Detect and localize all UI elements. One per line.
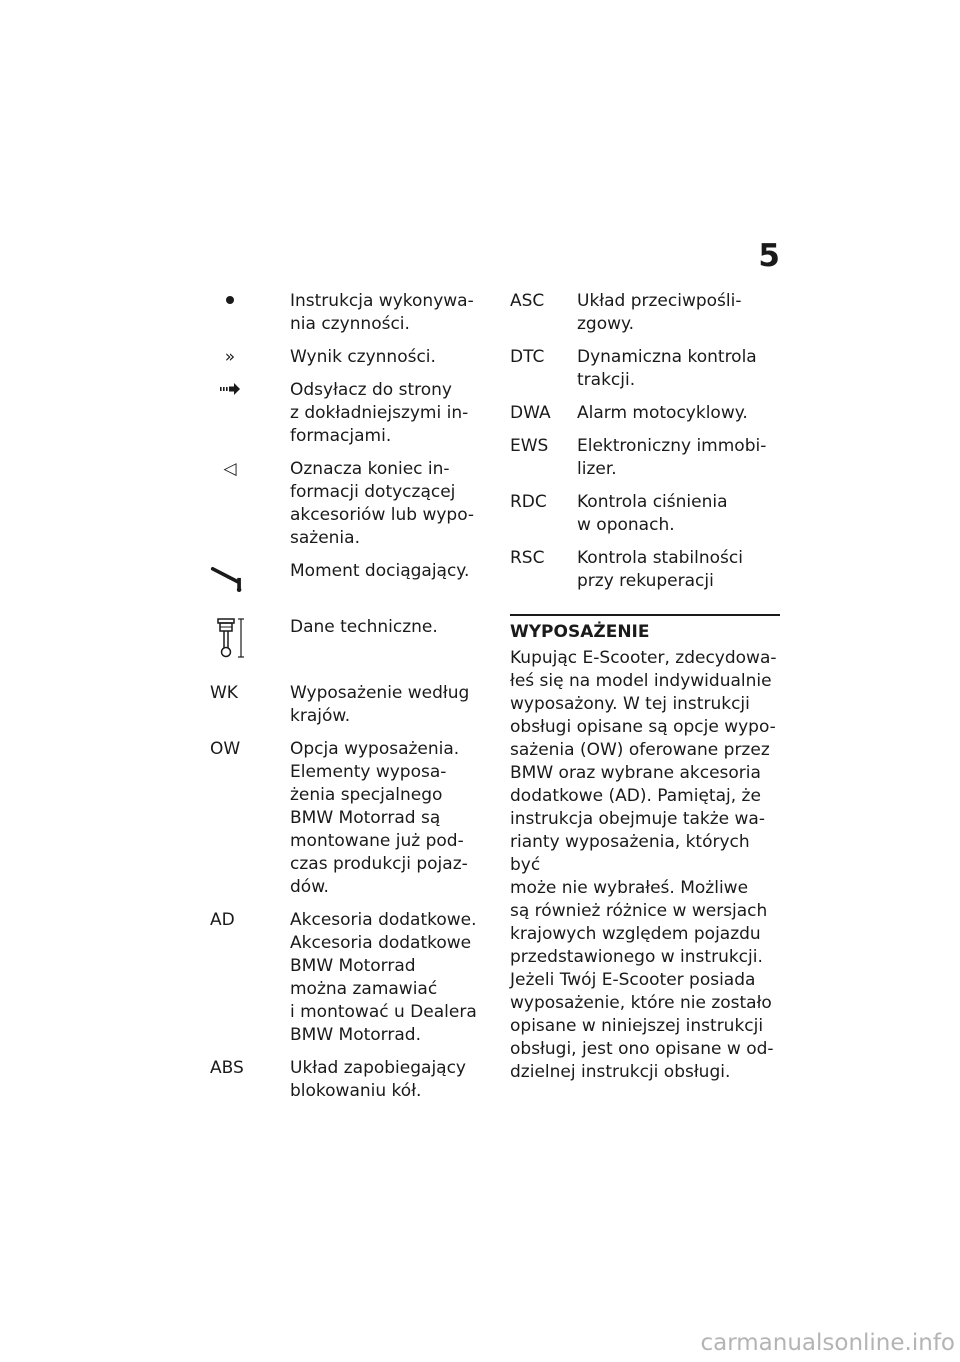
technical-data-icon (212, 616, 248, 660)
bullet-icon (224, 290, 236, 310)
legend-row-ad (210, 909, 480, 1047)
legend-key: ◁ (223, 459, 237, 479)
legend-desc: Elektroniczny immobi- lizer. (577, 436, 767, 479)
legend-row-ews (510, 435, 780, 481)
legend-desc: Oznacza koniec in- formacji dotyczącej akcesoriów lub wypo- sażenia. (290, 459, 475, 548)
legend-desc: Dane techniczne. (290, 617, 438, 637)
legend-row-rsc (510, 547, 780, 593)
legend-key: AD (210, 910, 235, 930)
legend-row-dtc (510, 346, 780, 392)
legend-row-reference (210, 379, 480, 448)
legend-desc: Odsyłacz do strony z dokładniejszymi in- formacjami. (290, 380, 469, 446)
legend-desc: Układ przeciwpośli- zgowy. (577, 291, 742, 334)
section-title: WYPOSAŻENIE (510, 622, 650, 642)
legend-key: ABS (210, 1058, 244, 1078)
section-divider (510, 614, 780, 616)
legend-row-abs (210, 1057, 480, 1103)
legend-desc: Moment dociągający. (290, 561, 470, 581)
legend-row-bullet (210, 290, 480, 336)
watermark: carmanualsonline.info (700, 1330, 955, 1356)
legend-key: EWS (510, 436, 549, 456)
legend-key: » (224, 347, 236, 367)
legend-key: OW (210, 739, 241, 759)
legend-right-column (510, 290, 780, 1084)
legend-key: DWA (510, 403, 551, 423)
legend-row-ow (210, 738, 480, 899)
legend-desc: Opcja wyposażenia. Elementy wyposa- żenia specjalnego BMW Motorrad są montowane już pod- czas produkcji pojaz- dów. (290, 739, 468, 897)
section-body: Kupując E-Scooter, zdecydowa- łeś się na model indywidualnie wyposażony. W tej instrukcji obsługi opisane są opcje wypo- sażenia (OW) oferowane przez BMW oraz wybrane akcesoria dodatkowe (AD). Pamiętaj, że instrukcja obejmuje także wa- rianty wyposażenia, których być może nie wybrałeś. Możliwe są również różnice w wersjach krajowych względem pojazdu przedstawionego w instrukcji. Jeżeli Twój E-Scooter posiada wyposażenie, które nie zostało opisane w niniejszej instrukcji obsługi, jest ono opisane w od- dzielnej instrukcji obsługi. (510, 648, 777, 1082)
legend-row-dwa (510, 402, 780, 425)
legend-desc: Instrukcja wykonywa- nia czynności. (290, 291, 474, 334)
arrow-right-icon (219, 379, 241, 399)
legend-row-torque (210, 560, 480, 594)
legend-row-rdc (510, 491, 780, 537)
legend-desc: Kontrola stabilności przy rekuperacji (577, 548, 743, 591)
legend-row-technical-data (210, 616, 480, 660)
legend-key: RSC (510, 548, 545, 568)
page-number: 5 (758, 238, 780, 274)
legend-row-result (210, 346, 480, 369)
legend-desc: Akcesoria dodatkowe. Akcesoria dodatkowe BMW Motorrad można zamawiać i montować u Dealera BMW Motorrad. (290, 910, 477, 1045)
torque-wrench-icon (210, 560, 250, 594)
legend-key: RDC (510, 492, 547, 512)
legend-key: DTC (510, 347, 545, 367)
legend-desc: Wynik czynności. (290, 347, 436, 367)
legend-desc: Kontrola ciśnienia w oponach. (577, 492, 728, 535)
legend-desc: Układ zapobiegający blokowaniu kół. (290, 1058, 466, 1101)
legend-row-wk (210, 682, 480, 728)
legend-key: ASC (510, 291, 545, 311)
legend-left-column (210, 290, 480, 1103)
legend-row-end-marker (210, 458, 480, 550)
legend-desc: Wyposażenie według krajów. (290, 683, 470, 726)
legend-row-asc (510, 290, 780, 336)
legend-key: WK (210, 683, 238, 703)
legend-desc: Dynamiczna kontrola trakcji. (577, 347, 757, 390)
legend-desc: Alarm motocyklowy. (577, 403, 748, 423)
